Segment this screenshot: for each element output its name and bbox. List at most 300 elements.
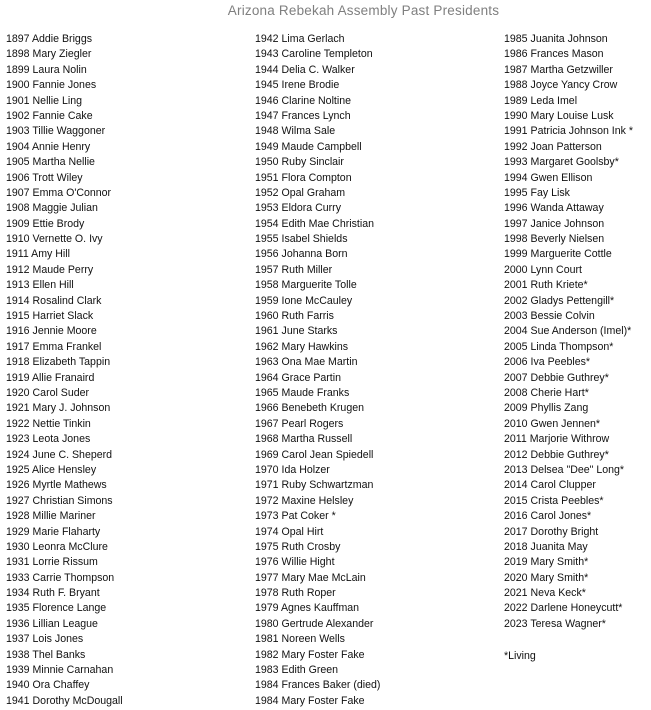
president-name: Opal Graham xyxy=(281,186,346,199)
president-year: 1904 xyxy=(6,140,30,153)
president-entry xyxy=(504,109,633,124)
president-year: 1905 xyxy=(6,156,30,169)
presidents-column-1 xyxy=(6,32,123,709)
president-entry xyxy=(255,186,380,201)
president-name: Linda Thompson* xyxy=(530,340,614,353)
president-name: Thel Banks xyxy=(32,648,86,661)
president-year: 1925 xyxy=(6,463,30,476)
president-name: Lois Jones xyxy=(32,633,84,646)
president-entry xyxy=(255,540,380,555)
president-entry xyxy=(255,201,380,216)
president-entry xyxy=(255,263,380,278)
president-year: 2013 xyxy=(504,463,528,476)
president-entry xyxy=(6,294,123,309)
president-year: 1993 xyxy=(504,156,528,169)
president-entry xyxy=(504,263,633,278)
president-name: Pat Coker * xyxy=(281,510,336,523)
president-year: 1919 xyxy=(6,371,30,384)
president-entry xyxy=(6,94,123,109)
president-year: 1986 xyxy=(504,48,528,61)
president-entry xyxy=(255,155,380,170)
president-year: 1939 xyxy=(6,664,30,677)
president-name: Cherie Hart* xyxy=(530,386,589,399)
president-year: 2022 xyxy=(504,602,528,615)
president-entry xyxy=(255,309,380,324)
president-name: Christian Simons xyxy=(32,494,113,507)
president-entry xyxy=(6,632,123,647)
president-entry xyxy=(504,309,633,324)
president-name: Phyllis Zang xyxy=(530,402,589,415)
president-entry xyxy=(255,401,380,416)
president-name: Nellie Ling xyxy=(32,94,82,107)
president-name: Frances Mason xyxy=(530,48,604,61)
president-year: 1898 xyxy=(6,48,30,61)
president-name: Juanita Johnson xyxy=(530,33,608,45)
president-entry xyxy=(504,586,633,601)
president-entry xyxy=(6,494,123,509)
president-year: 1914 xyxy=(6,294,30,307)
president-entry xyxy=(6,324,123,339)
president-name: Margaret Goolsby* xyxy=(530,156,619,169)
president-year: 1923 xyxy=(6,433,30,446)
president-entry xyxy=(6,155,123,170)
president-entry xyxy=(255,663,380,678)
president-entry xyxy=(6,263,123,278)
president-name: Darlene Honeycutt* xyxy=(530,602,623,615)
president-year: 1983 xyxy=(255,664,279,677)
president-entry xyxy=(255,571,380,586)
president-year: 1936 xyxy=(6,617,30,630)
president-entry xyxy=(255,648,380,663)
president-year: 1977 xyxy=(255,571,279,584)
president-name: Joyce Yancy Crow xyxy=(530,79,618,92)
president-year: 1962 xyxy=(255,340,279,353)
president-entry xyxy=(504,509,633,524)
president-year: 1899 xyxy=(6,63,30,76)
president-year: 1909 xyxy=(6,217,30,230)
president-name: Frances Baker (died) xyxy=(281,679,381,692)
president-year: 1935 xyxy=(6,602,30,615)
president-year: 1927 xyxy=(6,494,30,507)
president-entry xyxy=(6,417,123,432)
president-entry xyxy=(504,171,633,186)
president-name: Ruth Crosby xyxy=(281,540,341,553)
president-name: Frances Lynch xyxy=(281,109,351,122)
president-name: Harriet Slack xyxy=(32,310,94,323)
president-year: 1897 xyxy=(6,33,30,45)
president-entry xyxy=(504,155,633,170)
president-year: 1951 xyxy=(255,171,279,184)
president-year: 2007 xyxy=(504,371,528,384)
president-year: 1949 xyxy=(255,140,279,153)
president-year: 1984 xyxy=(255,679,279,692)
living-footnote: *Living xyxy=(504,650,536,662)
page-title: Arizona Rebekah Assembly Past Presidents xyxy=(227,3,500,18)
president-entry xyxy=(255,140,380,155)
president-year: 1955 xyxy=(255,233,279,246)
president-year: 2016 xyxy=(504,510,528,523)
president-year: 1928 xyxy=(6,510,30,523)
president-name: Fannie Cake xyxy=(32,109,93,122)
president-year: 1910 xyxy=(6,233,30,246)
president-name: Juanita May xyxy=(530,540,588,553)
president-name: Marguerite Cottle xyxy=(530,248,612,261)
president-entry xyxy=(504,201,633,216)
president-name: Wanda Attaway xyxy=(530,202,604,215)
president-year: 1991 xyxy=(504,125,528,138)
president-entry xyxy=(6,371,123,386)
president-year: 1948 xyxy=(255,125,279,138)
president-year: 1944 xyxy=(255,63,279,76)
president-year: 1995 xyxy=(504,186,528,199)
president-year: 1971 xyxy=(255,479,279,492)
president-name: Neva Keck* xyxy=(530,587,586,600)
president-year: 2012 xyxy=(504,448,528,461)
president-year: 1921 xyxy=(6,402,30,415)
president-entry xyxy=(6,571,123,586)
president-year: 1915 xyxy=(6,310,30,323)
president-name: Crista Peebles* xyxy=(530,494,604,507)
president-year: 2021 xyxy=(504,587,528,600)
president-name: Marguerite Tolle xyxy=(281,279,357,292)
president-name: Eldora Curry xyxy=(281,202,341,215)
president-name: Annie Henry xyxy=(31,140,91,153)
president-name: Gwen Jennen* xyxy=(530,417,601,430)
president-name: Mary Foster Fake xyxy=(281,648,365,661)
president-name: June C. Sheperd xyxy=(32,448,113,461)
president-year: 1968 xyxy=(255,433,279,446)
president-entry xyxy=(6,463,123,478)
president-year: 1953 xyxy=(255,202,279,215)
president-year: 1943 xyxy=(255,48,279,61)
president-year: 1980 xyxy=(255,617,279,630)
president-year: 1985 xyxy=(504,33,528,45)
president-name: Lynn Court xyxy=(530,263,582,276)
president-name: Dorothy Bright xyxy=(530,525,599,538)
president-entry xyxy=(504,78,633,93)
president-year: 1974 xyxy=(255,525,279,538)
president-year: 1990 xyxy=(504,109,528,122)
president-name: Mary J. Johnson xyxy=(32,402,111,415)
president-name: Debbie Guthrey* xyxy=(530,448,609,461)
president-year: 1920 xyxy=(6,386,30,399)
president-year: 1961 xyxy=(255,325,279,338)
president-entry xyxy=(504,540,633,555)
president-name: Ida Holzer xyxy=(281,463,330,476)
president-name: Edith Mae Christian xyxy=(281,217,374,230)
president-entry xyxy=(6,540,123,555)
presidents-column-3 xyxy=(504,32,633,632)
president-name: Addie Briggs xyxy=(31,33,93,45)
president-entry xyxy=(6,401,123,416)
president-entry xyxy=(255,417,380,432)
president-entry xyxy=(255,324,380,339)
president-year: 2005 xyxy=(504,340,528,353)
president-year: 2001 xyxy=(504,279,528,292)
president-year: 1965 xyxy=(255,386,279,399)
president-name: Myrtle Mathews xyxy=(32,479,107,492)
president-name: Ruth F. Bryant xyxy=(32,587,100,600)
president-entry xyxy=(255,232,380,247)
president-entry xyxy=(6,340,123,355)
president-entry xyxy=(504,278,633,293)
president-entry xyxy=(504,63,633,78)
president-name: Mary Hawkins xyxy=(281,340,349,353)
president-year: 2009 xyxy=(504,402,528,415)
president-year: 1999 xyxy=(504,248,528,261)
president-name: Grace Partin xyxy=(281,371,341,384)
president-entry xyxy=(504,617,633,632)
president-entry xyxy=(504,140,633,155)
president-name: Mary Smith* xyxy=(530,556,589,569)
president-year: 1942 xyxy=(255,33,279,45)
president-year: 2003 xyxy=(504,310,528,323)
president-name: Alice Hensley xyxy=(31,463,97,476)
president-year: 1940 xyxy=(6,679,30,692)
president-name: Marjorie Withrow xyxy=(529,433,610,446)
president-year: 2000 xyxy=(504,263,528,276)
president-entry xyxy=(255,478,380,493)
president-name: Delia C. Walker xyxy=(281,63,355,76)
president-year: 1957 xyxy=(255,263,279,276)
president-entry xyxy=(255,78,380,93)
president-entry xyxy=(255,632,380,647)
president-year: 1911 xyxy=(6,248,29,261)
president-year: 2004 xyxy=(504,325,528,338)
president-entry xyxy=(504,340,633,355)
president-year: 1912 xyxy=(6,263,30,276)
president-name: Laura Nolin xyxy=(32,63,87,76)
president-entry xyxy=(255,109,380,124)
president-entry xyxy=(6,617,123,632)
president-entry xyxy=(6,32,123,47)
president-name: Mary Ziegler xyxy=(32,48,92,61)
president-name: Patricia Johnson Ink * xyxy=(530,125,633,138)
president-entry xyxy=(6,63,123,78)
president-year: 1902 xyxy=(6,109,30,122)
president-year: 1981 xyxy=(255,633,279,646)
president-name: Leda Imel xyxy=(530,94,578,107)
president-entry xyxy=(255,355,380,370)
president-entry xyxy=(255,448,380,463)
president-entry xyxy=(6,217,123,232)
president-name: Leonra McClure xyxy=(32,540,108,553)
president-name: Emma O'Connor xyxy=(32,186,112,199)
president-year: 1960 xyxy=(255,310,279,323)
president-entry xyxy=(504,47,633,62)
president-year: 2002 xyxy=(504,294,528,307)
president-name: Ruby Sinclair xyxy=(281,156,344,169)
president-entry xyxy=(6,386,123,401)
president-name: Beverly Nielsen xyxy=(530,233,605,246)
president-year: 1947 xyxy=(255,109,279,122)
president-year: 2014 xyxy=(504,479,528,492)
president-year: 1988 xyxy=(504,79,528,92)
president-name: Gwen Ellison xyxy=(530,171,593,184)
president-entry xyxy=(6,171,123,186)
president-name: Benebeth Krugen xyxy=(281,402,364,415)
president-name: Mary Foster Fake xyxy=(281,694,365,707)
president-name: Willie Hight xyxy=(281,556,335,569)
president-entry xyxy=(255,678,380,693)
president-name: Carol Clupper xyxy=(530,479,596,492)
president-name: Leota Jones xyxy=(32,433,91,446)
president-year: 1945 xyxy=(255,79,279,92)
president-year: 2011 xyxy=(504,433,527,446)
president-entry xyxy=(255,694,380,709)
president-name: Elizabeth Tappin xyxy=(32,356,111,369)
president-year: 1929 xyxy=(6,525,30,538)
president-year: 1975 xyxy=(255,540,279,553)
president-name: Maggie Julian xyxy=(32,202,98,215)
president-year: 1982 xyxy=(255,648,279,661)
president-entry xyxy=(255,586,380,601)
president-name: Maude Franks xyxy=(281,386,350,399)
president-entry xyxy=(504,494,633,509)
president-entry xyxy=(504,355,633,370)
president-entry xyxy=(255,32,380,47)
president-entry xyxy=(255,494,380,509)
president-year: 1952 xyxy=(255,186,279,199)
president-year: 1996 xyxy=(504,202,528,215)
president-name: Maude Perry xyxy=(32,263,94,276)
president-year: 1916 xyxy=(6,325,30,338)
president-name: Delsea "Dee" Long* xyxy=(530,463,625,476)
president-year: 1970 xyxy=(255,463,279,476)
president-name: Johanna Born xyxy=(281,248,348,261)
president-entry xyxy=(504,417,633,432)
president-year: 1976 xyxy=(255,556,279,569)
president-entry xyxy=(6,78,123,93)
president-entry xyxy=(504,94,633,109)
president-year: 1956 xyxy=(255,248,279,261)
president-year: 1950 xyxy=(255,156,279,169)
president-entry xyxy=(255,432,380,447)
president-name: Clarine Noltine xyxy=(281,94,352,107)
president-name: Rosalind Clark xyxy=(32,294,102,307)
president-year: 1913 xyxy=(6,279,30,292)
president-name: Dorothy McDougall xyxy=(32,694,123,707)
president-name: Tillie Waggoner xyxy=(32,125,106,138)
president-year: 1903 xyxy=(6,125,30,138)
president-name: Ruth Miller xyxy=(281,263,333,276)
president-entry xyxy=(255,124,380,139)
president-name: Marie Flaharty xyxy=(32,525,101,538)
president-entry xyxy=(255,278,380,293)
president-entry xyxy=(255,525,380,540)
president-name: Maxine Helsley xyxy=(281,494,354,507)
president-entry xyxy=(504,232,633,247)
president-entry xyxy=(504,525,633,540)
president-year: 1978 xyxy=(255,587,279,600)
president-name: Ruth Roper xyxy=(281,587,336,600)
president-year: 1964 xyxy=(255,371,279,384)
president-entry xyxy=(255,94,380,109)
president-entry xyxy=(504,217,633,232)
president-entry xyxy=(6,694,123,709)
president-year: 1979 xyxy=(255,602,279,615)
president-name: Pearl Rogers xyxy=(281,417,344,430)
president-entry xyxy=(504,294,633,309)
president-name: Martha Russell xyxy=(281,433,353,446)
president-name: Opal Hirt xyxy=(281,525,324,538)
president-name: Caroline Templeton xyxy=(281,48,373,61)
president-entry xyxy=(6,663,123,678)
president-entry xyxy=(6,47,123,62)
president-name: Emma Frankel xyxy=(32,340,102,353)
president-entry xyxy=(504,32,633,47)
president-name: Joan Patterson xyxy=(530,140,602,153)
president-name: Noreen Wells xyxy=(281,633,345,646)
president-year: 1918 xyxy=(6,356,30,369)
president-year: 1958 xyxy=(255,279,279,292)
president-entry xyxy=(6,309,123,324)
president-name: Ruth Farris xyxy=(281,310,334,323)
president-name: Ruby Schwartzman xyxy=(281,479,374,492)
president-entry xyxy=(255,371,380,386)
president-entry xyxy=(504,478,633,493)
president-year: 1998 xyxy=(504,233,528,246)
president-name: Fannie Jones xyxy=(32,79,97,92)
president-year: 1922 xyxy=(6,417,30,430)
president-name: Sue Anderson (Imel)* xyxy=(530,325,632,338)
president-year: 1966 xyxy=(255,402,279,415)
president-entry xyxy=(6,601,123,616)
president-entry xyxy=(6,678,123,693)
president-entry xyxy=(6,186,123,201)
president-entry xyxy=(6,555,123,570)
president-year: 1907 xyxy=(6,186,30,199)
president-name: Ellen Hill xyxy=(32,279,74,292)
president-name: Bessie Colvin xyxy=(530,310,595,323)
president-name: Trott Wiley xyxy=(32,171,83,184)
president-name: Martha Nellie xyxy=(32,156,95,169)
president-entry xyxy=(6,478,123,493)
president-entry xyxy=(6,448,123,463)
president-name: Ione McCauley xyxy=(281,294,353,307)
president-entry xyxy=(255,555,380,570)
president-entry xyxy=(255,47,380,62)
president-name: Carol Jones* xyxy=(530,510,592,523)
president-year: 2010 xyxy=(504,417,528,430)
president-entry xyxy=(6,525,123,540)
president-year: 1937 xyxy=(6,633,30,646)
president-entry xyxy=(6,247,123,262)
president-year: 1992 xyxy=(504,140,528,153)
president-year: 1941 xyxy=(6,694,30,707)
president-year: 2018 xyxy=(504,540,528,553)
president-year: 1900 xyxy=(6,79,30,92)
president-name: Isabel Shields xyxy=(281,233,348,246)
president-entry xyxy=(255,463,380,478)
president-year: 1926 xyxy=(6,479,30,492)
president-entry xyxy=(504,186,633,201)
president-name: Millie Mariner xyxy=(32,510,96,523)
president-entry xyxy=(6,201,123,216)
president-entry xyxy=(6,355,123,370)
president-year: 2006 xyxy=(504,356,528,369)
president-name: Mary Louise Lusk xyxy=(530,109,614,122)
president-year: 1973 xyxy=(255,510,279,523)
president-year: 1989 xyxy=(504,94,528,107)
president-entry xyxy=(504,601,633,616)
president-name: Agnes Kauffman xyxy=(280,602,360,615)
president-year: 1908 xyxy=(6,202,30,215)
president-entry xyxy=(6,432,123,447)
president-name: Minnie Carnahan xyxy=(32,664,114,677)
president-entry xyxy=(255,340,380,355)
president-name: Debbie Guthrey* xyxy=(530,371,609,384)
